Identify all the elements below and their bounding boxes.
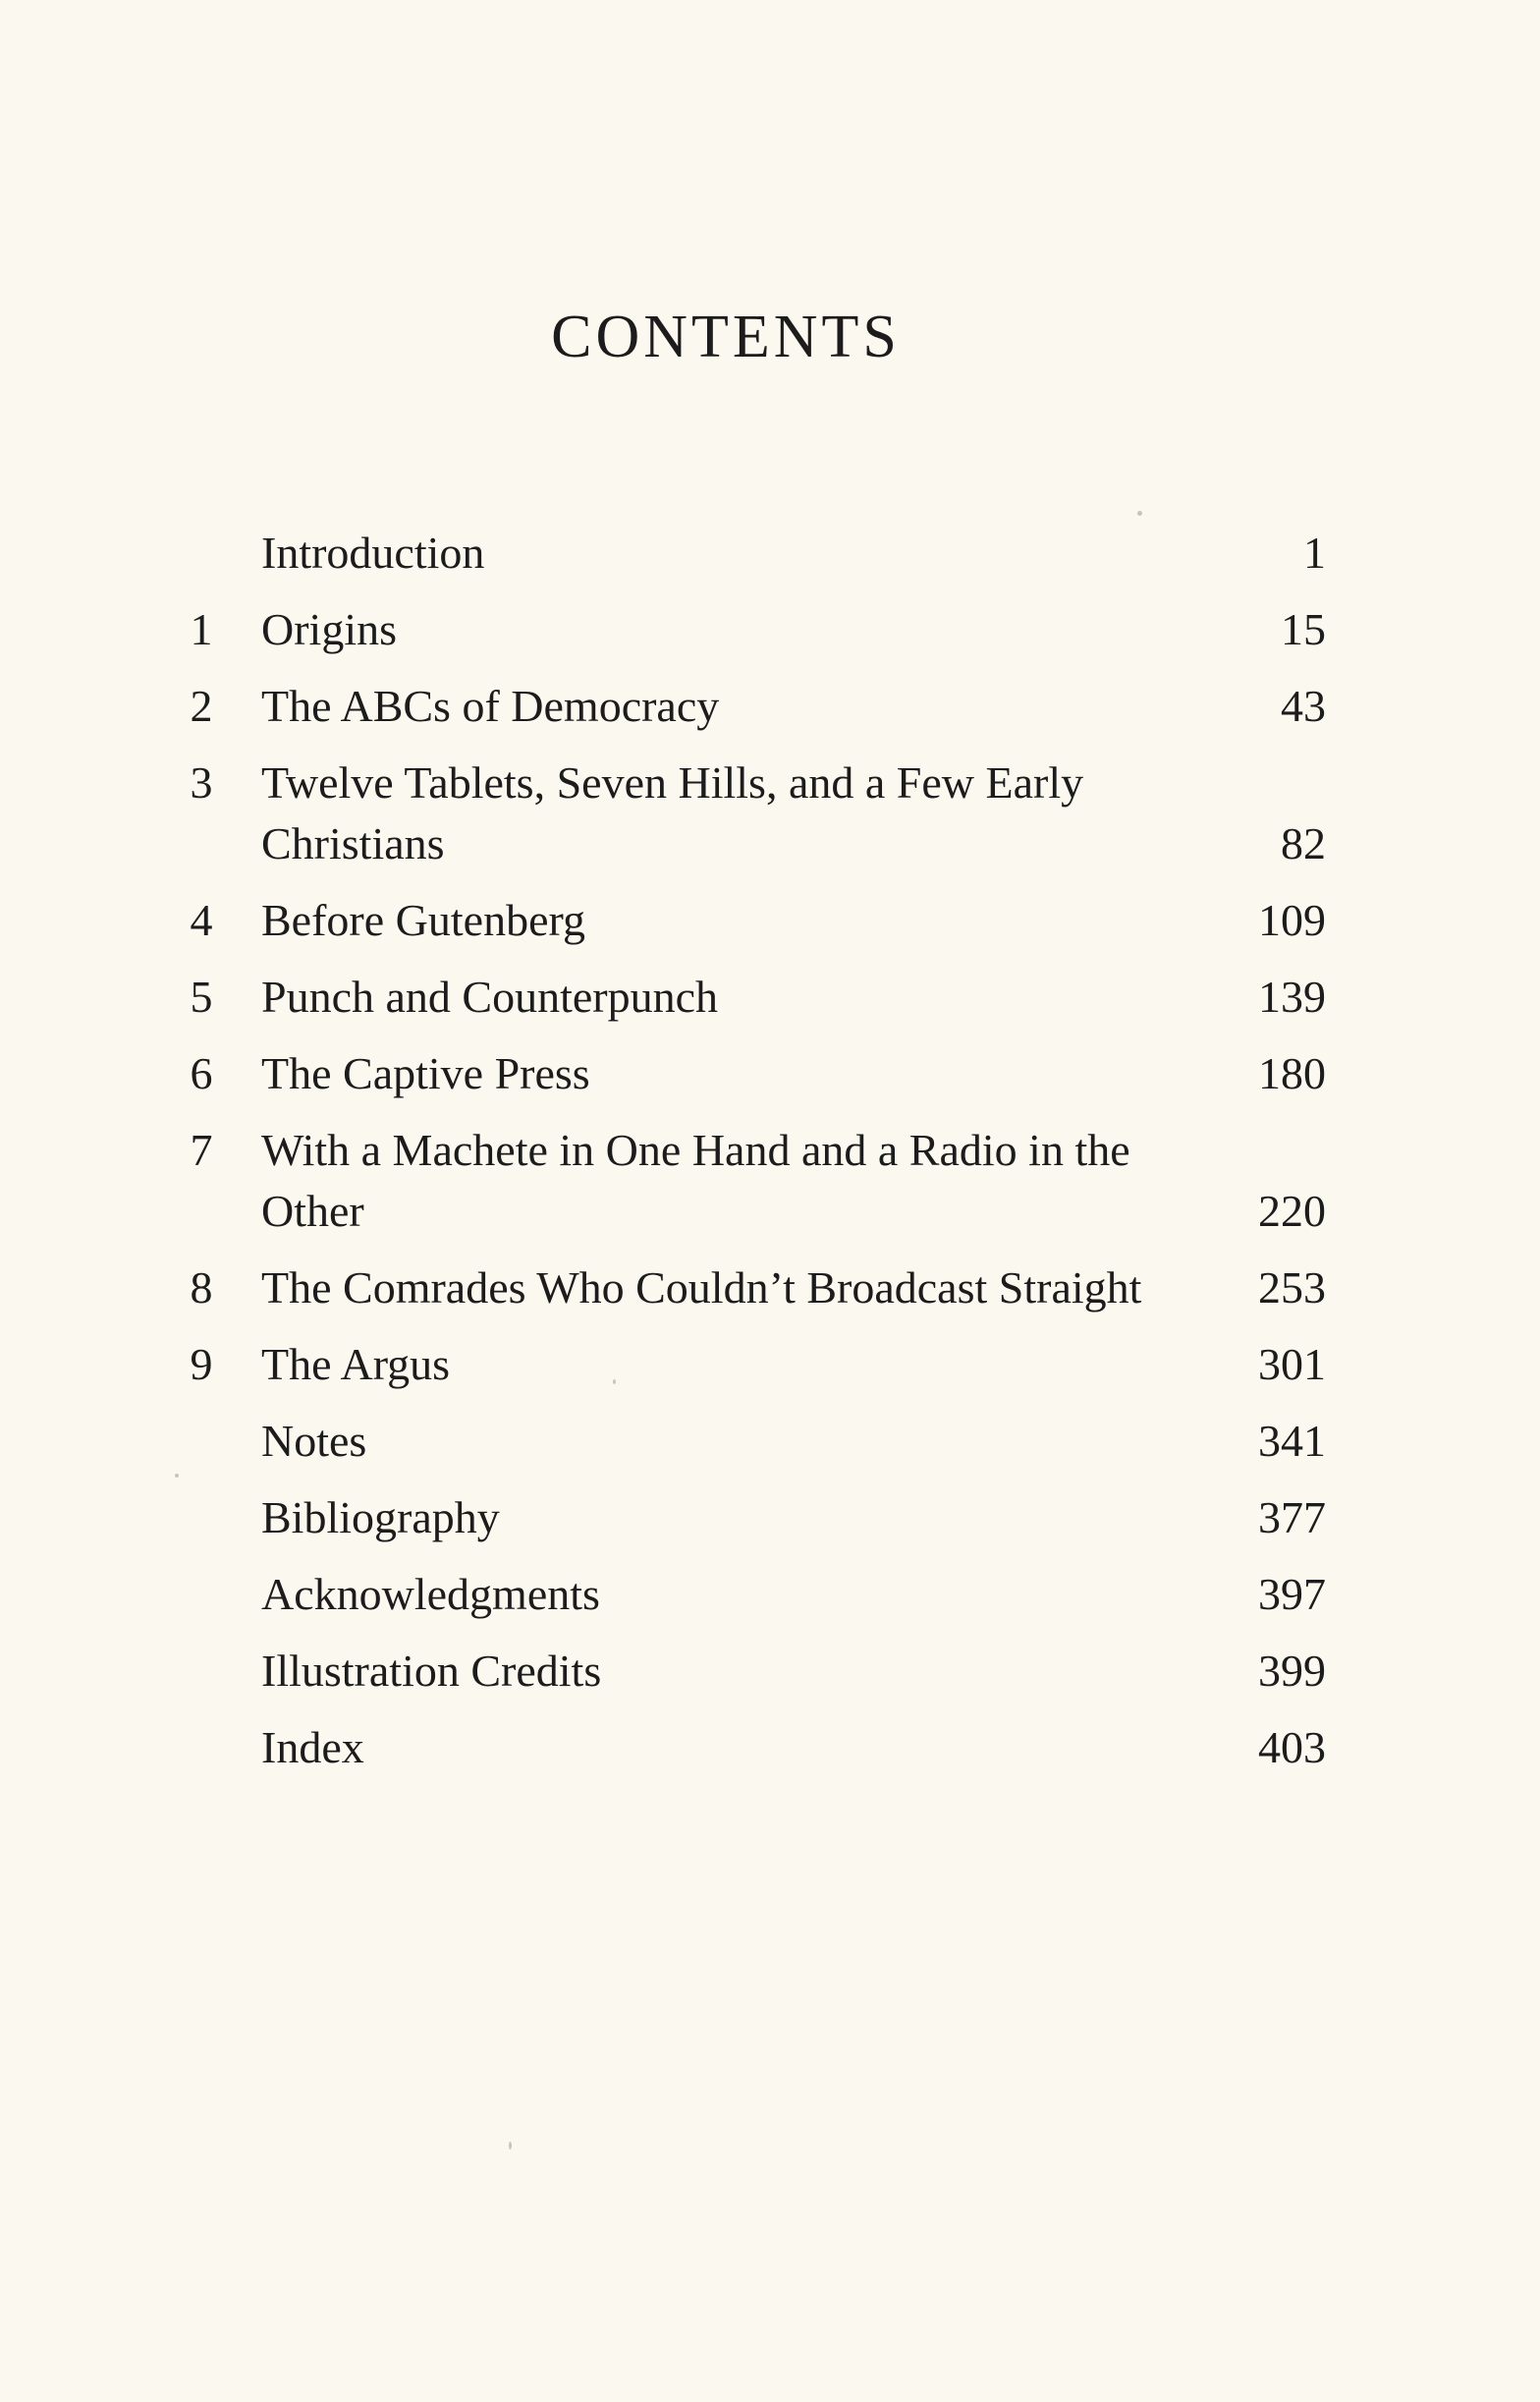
entry-title: The ABCs of Democracy — [261, 681, 720, 731]
entry-title: Twelve Tablets, Seven Hills, and a Few Early Christians — [261, 757, 1084, 868]
entry-title: Punch and Counterpunch — [261, 972, 719, 1022]
toc-entry — [0, 1487, 1540, 1548]
toc-entry — [0, 967, 1540, 1028]
page-number: 403 — [1258, 1722, 1326, 1772]
page-number: 220 — [1258, 1186, 1326, 1236]
chapter-number: 1 — [190, 604, 213, 654]
page-number: 399 — [1258, 1646, 1326, 1696]
entry-title: Acknowledgments — [261, 1569, 600, 1619]
entry-title: Index — [261, 1722, 364, 1772]
page-number: 1 — [1303, 528, 1326, 578]
page-number: 341 — [1258, 1416, 1326, 1466]
entry-title: Illustration Credits — [261, 1646, 602, 1696]
page-number: 397 — [1258, 1569, 1326, 1619]
page-number: 301 — [1258, 1339, 1326, 1389]
toc-entry — [0, 1641, 1540, 1702]
page-number: 43 — [1281, 681, 1326, 731]
entry-title: Notes — [261, 1416, 367, 1466]
toc-entry — [0, 599, 1540, 660]
entry-title: Bibliography — [261, 1492, 500, 1542]
toc-entry — [0, 1717, 1540, 1778]
table-of-contents — [0, 523, 1540, 1794]
entry-title: The Captive Press — [261, 1048, 590, 1098]
entry-title: With a Machete in One Hand and a Radio in the Other — [261, 1125, 1130, 1236]
toc-entry — [0, 1334, 1540, 1395]
toc-entry — [0, 1411, 1540, 1472]
page-number: 139 — [1258, 972, 1326, 1022]
page-number: 377 — [1258, 1492, 1326, 1542]
entry-title: Before Gutenberg — [261, 895, 585, 945]
chapter-number: 6 — [190, 1048, 213, 1098]
entry-title: Origins — [261, 604, 397, 654]
paper-speck — [613, 1379, 616, 1384]
entry-title: Introduction — [261, 528, 485, 578]
chapter-number: 8 — [190, 1262, 213, 1313]
chapter-number: 2 — [190, 681, 213, 731]
chapter-number: 9 — [190, 1339, 213, 1389]
page-title: CONTENTS — [551, 304, 901, 370]
page-number: 82 — [1281, 818, 1326, 868]
toc-entry — [0, 1043, 1540, 1104]
toc-entry — [0, 753, 1540, 874]
chapter-number: 7 — [190, 1125, 213, 1175]
page-number: 180 — [1258, 1048, 1326, 1098]
toc-entry — [0, 1257, 1540, 1318]
toc-entry — [0, 523, 1540, 584]
paper-speck — [1137, 511, 1142, 516]
page-number: 109 — [1258, 895, 1326, 945]
entry-title: The Argus — [261, 1339, 451, 1389]
toc-entry — [0, 676, 1540, 737]
chapter-number: 5 — [190, 972, 213, 1022]
page-number: 253 — [1258, 1262, 1326, 1313]
toc-entry — [0, 890, 1540, 951]
chapter-number: 3 — [190, 757, 213, 808]
toc-entry — [0, 1564, 1540, 1625]
toc-entry — [0, 1120, 1540, 1242]
paper-speck — [509, 2142, 512, 2150]
chapter-number: 4 — [190, 895, 213, 945]
entry-title: The Comrades Who Couldn’t Broadcast Straight — [261, 1262, 1142, 1313]
paper-speck — [175, 1474, 179, 1478]
page-number: 15 — [1281, 604, 1326, 654]
